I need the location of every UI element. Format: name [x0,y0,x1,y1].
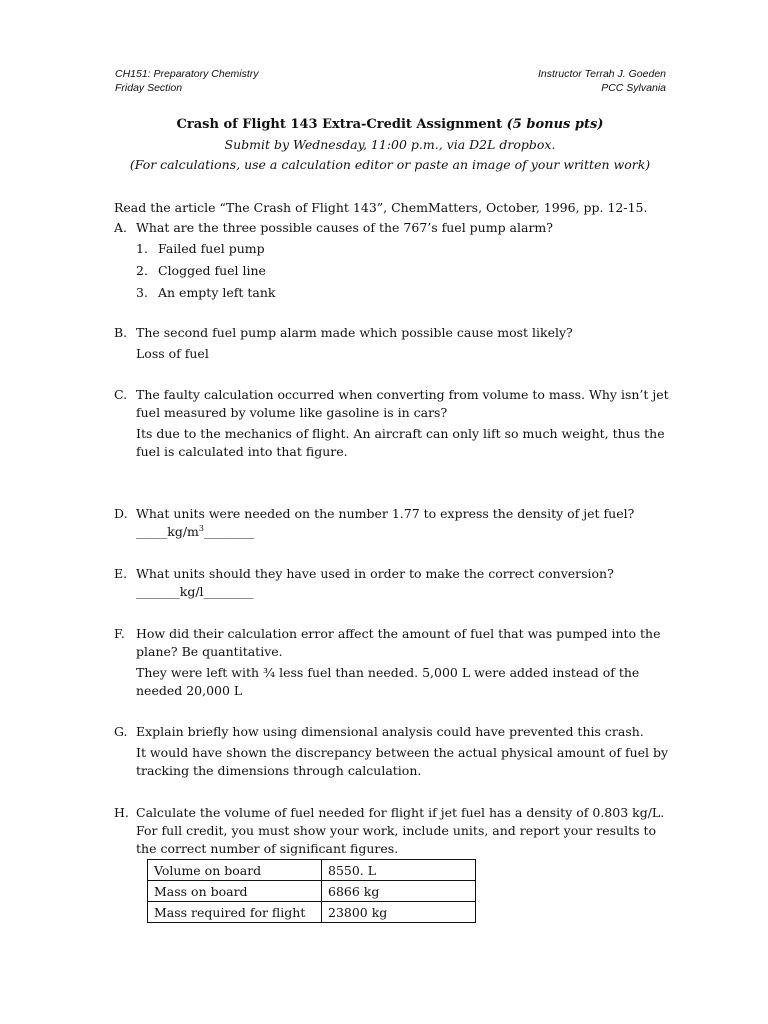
question-e [114,565,674,601]
question-h [114,804,674,858]
question-label: E. [114,566,128,581]
instructor-name: Instructor Terrah J. Goeden [537,68,666,80]
table-cell-label: Mass on board [148,881,322,902]
question-label: C. [114,387,128,402]
question-label: A. [114,220,128,235]
header-left [115,67,259,95]
question-text: Explain briefly how using dimensional analysis could have prevented this crash. [136,724,644,739]
table-row [148,860,476,881]
cause-list [114,240,674,302]
list-item: 3. An empty left tank [136,285,276,300]
bonus-points: (5 bonus pts) [506,117,604,132]
list-item: 2. Clogged fuel line [136,263,266,278]
question-a [114,219,674,306]
reading-instruction: Read the article “The Crash of Flight 143”, ChemMatters, October, 1996, pp. 12-15. [114,200,648,215]
answer-blank: $\_\_\_\_\_kg/m^3\_\_\_\_\_\_\_\_$ [136,523,254,539]
table-cell-label: Volume on board [148,860,322,881]
question-text: Calculate the volume of fuel needed for flight if jet fuel has a density of 0.803 kg/L. For full credit, you must show your work, include units, and report your results to the correct number of significant figures. [136,805,665,856]
course-name: CH151: Preparatory Chemistry [115,68,259,80]
table-cell-value: 6866 kg [322,881,476,902]
question-label: G. [114,724,128,739]
fuel-table [147,859,476,923]
answer-text: Its due to the mechanics of flight. An aircraft can only lift so much weight, thus the fuel is calculated into that figure. [136,426,665,459]
table-cell-value: 8550. L [322,860,476,881]
answer-text: They were left with ¾ less fuel than needed. 5,000 L were added instead of the needed 20,000 L [136,665,640,698]
question-text: What are the three possible causes of the 767’s fuel pump alarm? [136,220,553,235]
question-label: B. [114,325,128,340]
question-text: What units were needed on the number 1.77 to express the density of jet fuel? [136,506,635,521]
question-c [114,386,674,461]
question-f [114,625,674,700]
campus-name: PCC Sylvania [601,82,666,94]
answer-text: Loss of fuel [136,346,209,361]
question-g [114,723,674,780]
question-text: How did their calculation error affect the amount of fuel that was pumped into the plane? Be quantitative. [136,626,661,659]
question-text: The faulty calculation occurred when converting from volume to mass. Why isn’t jet fuel measured by volume like gasoline is in cars? [136,387,669,420]
header-right [538,67,666,95]
question-label: H. [114,805,129,820]
table-cell-value: 23800 kg [322,902,476,923]
table-row [148,881,476,902]
question-label: D. [114,506,128,521]
answer-text: It would have shown the discrepancy between the actual physical amount of fuel by tracking the dimensions through calculation. [136,745,669,778]
question-label: F. [114,626,125,641]
submit-instructions: Submit by Wednesday, 11:00 p.m., via D2L dropbox. [224,137,556,152]
question-text: What units should they have used in order to make the correct conversion? [136,566,614,581]
question-b [114,324,674,363]
list-item: 1. Failed fuel pump [136,241,265,256]
calculation-note: (For calculations, use a calculation editor or paste an image of your written work) [129,157,651,172]
table-cell-label: Mass required for flight [148,902,322,923]
question-d [114,505,674,541]
assignment-title: Crash of Flight 143 Extra-Credit Assignment (5 bonus pts) [176,117,604,132]
answer-blank: _______kg/l________ [136,584,254,599]
table-row [148,902,476,923]
question-text: The second fuel pump alarm made which possible cause most likely? [136,325,573,340]
section-name: Friday Section [115,82,183,94]
